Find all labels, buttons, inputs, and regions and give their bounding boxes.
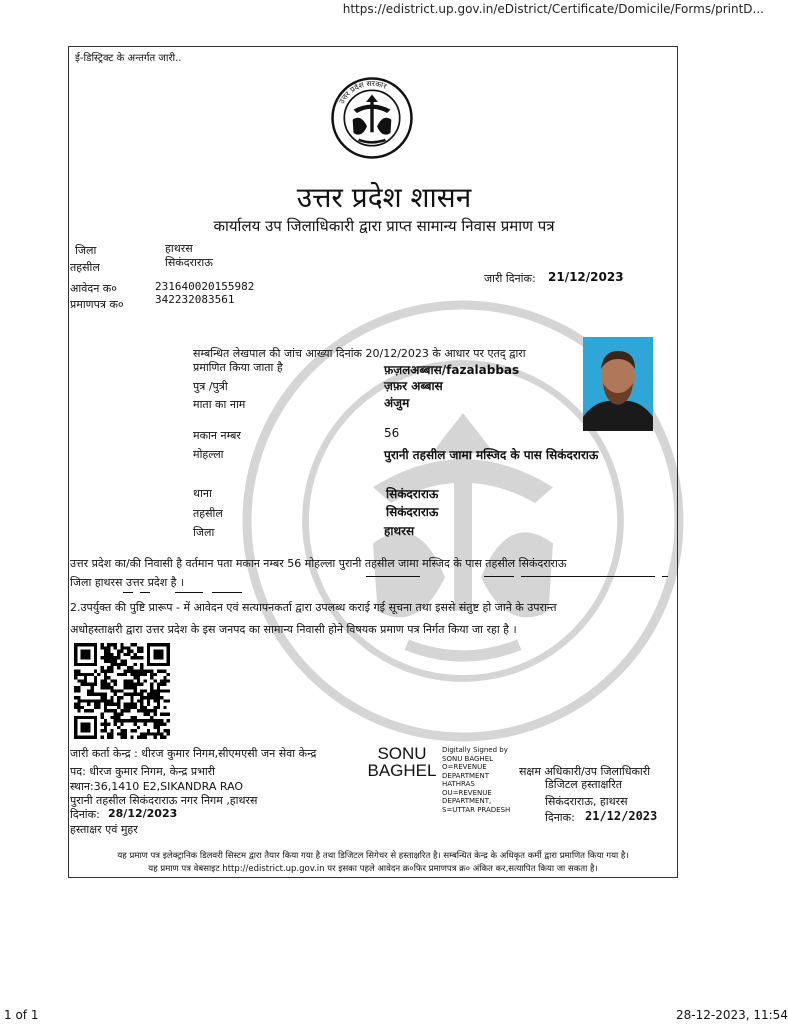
signature-line: HATHRAS — [442, 780, 475, 788]
applicant-photo — [583, 337, 653, 431]
issuer-post: पद: धीरज कुमार निगम, केन्द्र प्रभारी — [70, 765, 216, 778]
page-count: 1 of 1 — [4, 1008, 39, 1022]
signature-line: Digitally Signed by — [442, 746, 508, 754]
svg-text:उत्तर प्रदेश सरकार: उत्तर प्रदेश सरकार — [336, 79, 388, 106]
header-note: ई-डिस्ट्रिक्ट के अन्तर्गत जारी.. — [75, 53, 182, 64]
tehsil-label: तहसील — [70, 261, 100, 274]
print-url: https://edistrict.up.gov.in/eDistrict/Certificate/Domicile/Forms/printD... — [342, 2, 764, 16]
district-label: जिला — [75, 244, 97, 257]
signature-line: DEPARTMENT, — [442, 797, 492, 805]
father-label: पुत्र /पुत्री — [193, 380, 228, 393]
tehsil2-label: तहसील — [193, 507, 223, 520]
underline-1 — [366, 576, 420, 577]
thana-value: सिकंदराराऊ — [386, 487, 439, 501]
underline-7 — [175, 592, 203, 593]
issuer-address: पुरानी तहसील सिकंदराराऊ नगर निगम ,हाथरस — [70, 794, 258, 807]
thana-label: थाना — [193, 487, 212, 500]
signature-name-line2: BAGHEL — [367, 761, 437, 780]
mohalla-value: पुरानी तहसील जामा मस्जिद के पास सिकंदराराऊ — [384, 448, 599, 462]
underline-3 — [521, 576, 655, 577]
application-no-label: आवेदन क० — [70, 282, 117, 295]
issuer-date: 28/12/2023 — [108, 807, 178, 820]
residence-line1: उत्तर प्रदेश का/की निवासी है वर्तमान पता मकान नम्बर 56 मोहल्ला पुरानी तहसील जामा मस्जिद के पास तहसील सिकंदराराऊ — [70, 557, 567, 570]
emblem-ring-text — [330, 76, 414, 160]
underline-8 — [212, 592, 242, 593]
footer-line2: यह प्रमाण पत्र वेबसाइट http://edistrict.up.gov.in पर इसका पहले आवेदन क्र०फिर प्रमाणपत्र क्र० अंकित कर,सत्यापित किया जा सकता है। — [148, 864, 598, 874]
applicant-name: फ़ज़लअब्बास/fazalabbas — [384, 363, 520, 377]
tehsil2-value: सिकंदराराऊ — [386, 505, 439, 519]
certificate-title: उत्तर प्रदेश शासन — [296, 181, 472, 214]
issuer-date-label: दिनांक: — [70, 808, 100, 821]
signature-name — [366, 745, 438, 779]
authority-date-label: दिनाक: — [545, 811, 575, 824]
para2-line1: 2.उपर्युक्त की पुष्टि प्रारूप - में आवेदन एवं सत्यापनकर्ता द्वारा उपलब्ध कराई गई सूचना तथा इससे संतुष्ट हो जाने के उपरान्त — [70, 601, 557, 614]
certificate-subtitle: कार्यालय उप जिलाधिकारी द्वारा प्राप्त सामान्य निवास प्रमाण पत्र — [213, 217, 555, 235]
verification-line1: सम्बन्धित लेखपाल की जांच आख्या दिनांक 20/12/2023 के आधार पर एतद् द्वारा — [193, 347, 526, 360]
verification-line2: प्रमाणित किया जाता है — [193, 361, 283, 374]
issuer-place: स्थान:36,1410 E2,SIKANDRA RAO — [70, 780, 244, 793]
certificate-no-label: प्रमाणपत्र क० — [70, 298, 124, 311]
underline-4 — [662, 576, 668, 577]
house-label: मकान नम्बर — [193, 429, 241, 442]
print-timestamp: 28-12-2023, 11:54 — [676, 1008, 788, 1022]
district2-label: जिला — [193, 526, 215, 539]
signature-line: O=REVENUE — [442, 763, 487, 771]
qr-code-icon — [74, 643, 170, 739]
issuer-sign-label: हस्ताक्षर एवं मुहर — [70, 823, 138, 836]
application-no: 231640020155982 — [155, 280, 255, 293]
signature-line: SONU BAGHEL — [442, 754, 494, 763]
para2-line2: अधोहस्ताक्षरी द्वारा उत्तर प्रदेश के इस जनपद का सामान्य निवासी होने विषयक प्रमाण पत्र निर्गत किया जा रहा है । — [70, 623, 517, 636]
authority-title: सक्षम अधिकारी/उप जिलाधिकारी — [519, 765, 651, 778]
issue-date: 21/12/2023 — [548, 270, 624, 284]
signature-details — [442, 746, 510, 814]
residence-line2: जिला हाथरस उत्तर प्रदेश है । — [70, 576, 185, 589]
authority-signed: डिजिटल हस्ताक्षरित — [545, 778, 622, 791]
mohalla-label: मोहल्ला — [193, 448, 224, 461]
tehsil-value: सिकंदराराऊ — [165, 256, 213, 269]
applicant-photo-image — [583, 337, 653, 431]
authority-date: 21/12/2023 — [585, 809, 658, 823]
underline-6 — [140, 592, 150, 593]
signature-line: DEPARTMENT — [442, 771, 489, 780]
father-name: ज़फ़र अब्बास — [384, 379, 443, 393]
issue-date-label: जारी दिनांक: — [484, 272, 536, 285]
signature-line: S=UTTAR PRADESH — [442, 805, 511, 814]
mother-name: अंजुम — [384, 396, 410, 410]
district-value: हाथरस — [165, 242, 193, 255]
signature-name-line1: SONU — [377, 744, 427, 763]
underline-2 — [484, 576, 514, 577]
issuer-centre: जारी कर्ता केन्द्र : धीरज कुमार निगम,सीएमएसी जन सेवा केन्द्र — [70, 747, 317, 760]
signature-line: OU=REVENUE — [442, 788, 492, 797]
district2-value: हाथरस — [384, 524, 415, 538]
certificate-no: 342232083561 — [155, 293, 235, 306]
house-no: 56 — [384, 426, 400, 440]
authority-place: सिकंदराराऊ, हाथरस — [545, 795, 628, 808]
mother-label: माता का नाम — [193, 398, 246, 411]
footer-line1: यह प्रमाण पत्र इलेक्ट्रानिक डिलवरी सिस्टम द्वारा तैयार किया गया है तथा डिजिटल सिगेचर से हस्ताक्षरित है। सम्बन्धित केन्द्र के अधिकृत कर्मी द्वारा प्रमाणित किया गया है। — [117, 851, 629, 861]
underline-5 — [123, 592, 133, 593]
